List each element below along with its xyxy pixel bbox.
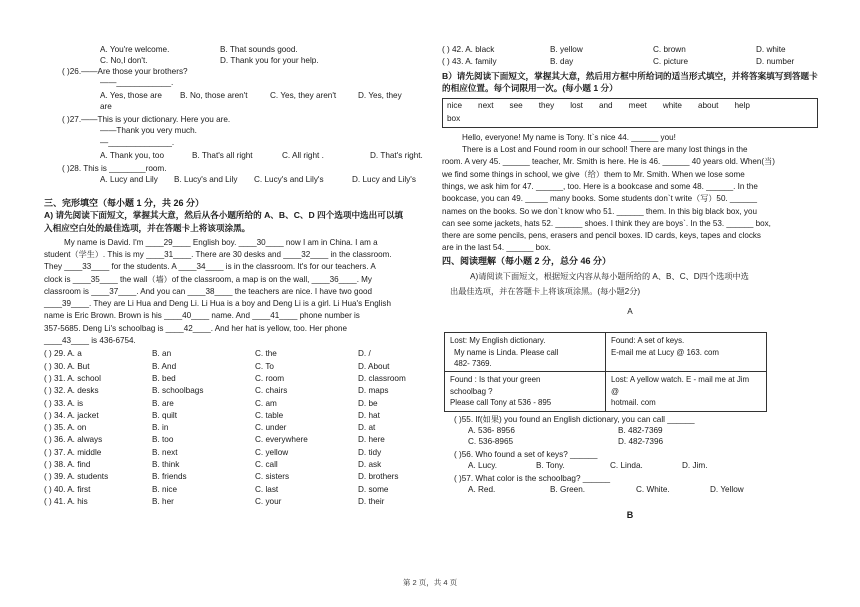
passage-line: there are some pencils, pens, erasers and pencil boxes. ID cards, keys, tapes and clocks (442, 231, 761, 241)
word-box-item: nice (447, 101, 463, 111)
q27-option-d: D. That's right. (370, 150, 423, 160)
notice-found-keys: Found: A set of keys. E-mail me at Lucy @ 163. com (606, 333, 767, 372)
cloze-option-c: C. everywhere (255, 435, 308, 445)
q57-option-b: B. Green. (550, 485, 586, 495)
cloze-option-d: D. classroom (358, 373, 406, 383)
passage-line: things, we ask him for 47. ______, too. Here is a bookcase and some 48. ______. In the (442, 181, 758, 191)
word-box-item: box (447, 114, 461, 124)
cloze-option-q: ( ) 30. A. But (44, 361, 90, 371)
section4-intro-line1: A)请阅读下面短文，根据短文内容从每小题所给的 A、B、C、D四个选项中选 (470, 271, 749, 281)
passage-line: bookcase, you can 49. _____ many books. Some students don`t write（写）50. ______ (442, 194, 757, 204)
cloze-option-b: B. think (152, 460, 180, 470)
cloze-option-b: B. next (152, 447, 178, 457)
q28-option-b: B. Lucy's and Lily (174, 174, 238, 184)
page-footer: 第 2 页，共 4 页 (402, 578, 458, 587)
cloze-option-b: B. quilt (152, 410, 178, 420)
q26-options (44, 90, 410, 101)
q26-option-wrap: are (100, 102, 112, 112)
cloze-option-q: ( ) 41. A. his (44, 496, 88, 506)
passage-line: clock is ____35____ the wall（墙）of the classroom, a map is on the wall, ____36____. My (44, 274, 372, 284)
notice-lost-dictionary: Lost: My English dictionary. My name is Linda. Please call 482- 7369. (445, 333, 606, 372)
cloze-option-d: D. brothers (358, 472, 399, 482)
q56-option-c: C. Linda. (610, 461, 643, 471)
cloze-option-b: B. day (550, 57, 574, 67)
cloze-option-row (44, 484, 410, 496)
cloze-option-c: C. last (255, 484, 279, 494)
q55-options-row2 (442, 436, 818, 447)
passage-line: classroom is ____37____. And you can ____38____ the teachers are nice. I have two good (44, 286, 373, 296)
word-box-item: and (598, 101, 613, 111)
passage-line: 357-5685. Deng Li's schoolbag is ____42____. And her hat is yellow, too. Her phone (44, 323, 348, 333)
q57-option-d: D. Yellow (710, 485, 744, 495)
table-row (445, 333, 767, 372)
cloze-option-row (44, 410, 410, 422)
passage-line: Hello, everyone! My name is Tony. It`s nice 44. ______ you! (462, 132, 676, 142)
cloze-option-d: D. ask (358, 460, 382, 470)
q55-option-b: B. 482-7369 (618, 425, 663, 435)
cloze-option-q: ( ) 34. A. jacket (44, 410, 99, 420)
word-box-item: next (478, 101, 494, 111)
q26-stem: ( )26.——Are those your brothers? (62, 67, 188, 77)
q55-option-c: C. 536-8965 (468, 436, 514, 446)
cloze-option-q: ( ) 32. A. desks (44, 386, 99, 396)
cloze-option-d: D. hat (358, 410, 380, 420)
cloze-option-q: ( ) 36. A. always (44, 435, 103, 445)
cloze-option-d: D. number (756, 57, 795, 67)
q26-reply: ——____________. (100, 78, 174, 88)
cloze-option-d: D. / (358, 349, 371, 359)
cloze-option-q: ( ) 42. A. black (442, 45, 495, 54)
passage-a-label: A (627, 307, 633, 317)
cloze-passage (44, 237, 410, 348)
fill-passage (442, 132, 818, 255)
cloze-options-list (44, 348, 410, 508)
cloze-option-c: C. am (255, 398, 277, 408)
q25-option-b: B. That sounds good. (220, 45, 298, 54)
cloze-option-c: C. picture (653, 57, 689, 67)
passage-line: are in the last 54. ______ box. (442, 243, 551, 253)
cloze-option-b: B. bed (152, 373, 176, 383)
q25-option-a: A. You're welcome. (100, 45, 170, 54)
word-box-item: about (697, 101, 719, 111)
cloze-option-q: ( ) 38. A. find (44, 460, 91, 470)
passage-line: There is a Lost and Found room in our school! There are many lost things in the (462, 145, 748, 155)
passage-line: we find some things in school, we give（给）them to Mr. Smith. When we lose some (442, 169, 745, 179)
word-box-item: meet (628, 101, 647, 111)
q26-option-c: C. Yes, they aren't (270, 91, 337, 101)
cloze-option-b: B. are (152, 398, 174, 408)
cloze-option-c: C. your (255, 496, 282, 506)
notice-found-schoolbag: Found : Is that your green schoolbag ? Please call Tony at 536 - 895 (445, 372, 606, 411)
q25-options-row1 (44, 44, 410, 55)
cloze-option-d: D. here (358, 435, 385, 445)
cloze-option-row (44, 434, 410, 446)
cloze-option-q: ( ) 31. A. school (44, 373, 101, 383)
cloze-option-b: B. friends (152, 472, 187, 482)
q56-stem: ( )56. Who found a set of keys? ______ (454, 449, 598, 459)
cloze-option-d: D. some (358, 484, 389, 494)
passage-line: My name is David. I'm ____29____ English boy. ____30____ now I am in China. I am a (64, 237, 378, 247)
q26-option-a: A. Yes, those are (100, 91, 162, 101)
cloze-option-b: B. And (152, 361, 177, 371)
q28-option-a: A. Lucy and Lily (100, 174, 158, 184)
cloze-option-q: ( ) 40. A. first (44, 484, 91, 494)
cloze-option-c: C. chairs (255, 386, 288, 396)
word-box-item: they (538, 101, 555, 111)
cloze-option-q: ( ) 43. A. family (442, 57, 497, 67)
word-box-item: white (662, 101, 682, 111)
word-box-item: help (734, 101, 750, 111)
cloze-option-b: B. nice (152, 484, 178, 494)
q26-option-b: B. No, those aren't (180, 91, 248, 101)
q57-stem: ( )57. What color is the schoolbag? ______ (454, 474, 611, 484)
q55-options-row1 (442, 425, 818, 436)
cloze-option-row (442, 56, 818, 68)
cloze-option-d: D. About (358, 361, 390, 371)
cloze-option-c: C. the (255, 349, 277, 359)
q27-stem: ( )27.——This is your dictionary. Here you are. (62, 115, 231, 125)
q25-option-c: C. No,I don't. (100, 56, 148, 66)
cloze-option-row (44, 348, 410, 360)
word-box-item: see (509, 101, 523, 111)
passage-line: can see some jackets, hats 52. ______ shoes. I think they are boys`. In the 53. ______ box, (442, 218, 771, 228)
cloze-option-c: C. table (255, 410, 284, 420)
passage-b-label: B (626, 510, 634, 521)
cloze-option-b: B. in (152, 423, 169, 433)
cloze-option-b: B. too (152, 435, 174, 445)
cloze-option-c: C. To (255, 361, 274, 371)
section4-title: 四、阅读理解（每小题 2 分，总分 46 分） (442, 255, 612, 266)
cloze-option-d: D. maps (358, 386, 389, 396)
cloze-option-q: ( ) 39. A. students (44, 472, 109, 482)
cloze-option-c: C. yellow (255, 447, 289, 457)
cloze-option-q: ( ) 35. A. on (44, 423, 87, 433)
notice-lost-watch: Lost: A yellow watch. E - mail me at Jim @ hotmail. com (606, 372, 767, 411)
passage-line: room. A very 45. ______ teacher, Mr. Smith is here. He is 46. ______ 40 years old. When(当) (442, 157, 775, 167)
cloze-option-b: B. yellow (550, 45, 583, 54)
cloze-option-d: D. at (358, 423, 376, 433)
cloze-option-d: D. their (358, 496, 385, 506)
cloze-option-d: D. white (756, 45, 786, 54)
q27-option-c: C. All right . (282, 150, 324, 160)
q28-stem: ( )28. This is ________room. (62, 163, 167, 173)
cloze-option-d: D. be (358, 398, 378, 408)
cloze-options-list-continued (442, 44, 818, 69)
right-column (442, 44, 818, 521)
cloze-option-row (442, 44, 818, 56)
q56-option-d: D. Jim. (682, 461, 708, 471)
q57-option-c: C. White. (636, 485, 670, 495)
cloze-option-row (44, 447, 410, 459)
q27-options (44, 150, 423, 161)
q57-option-a: A. Red. (468, 485, 496, 495)
q55-option-d: D. 482-7396 (618, 436, 664, 446)
q27-option-a: A. Thank you, too (100, 150, 165, 160)
cloze-option-c: C. under (255, 423, 287, 433)
cloze-option-q: ( ) 29. A. a (44, 349, 82, 359)
q27-reply1: ——Thank you very much. (100, 126, 197, 136)
table-row (445, 372, 767, 411)
q55-option-a: A. 536- 8956 (468, 425, 515, 435)
cloze-option-q: ( ) 33. A. is (44, 398, 84, 408)
cloze-option-b: B. schoolbags (152, 386, 204, 396)
q28-option-c: C. Lucy's and Lily's (254, 174, 324, 184)
cloze-option-c: C. room (255, 373, 285, 383)
cloze-option-row (44, 361, 410, 373)
q28-options (44, 174, 416, 185)
section3-title: 三、完形填空（每小题 1 分，共 26 分） (44, 197, 205, 208)
cloze-option-row (44, 459, 410, 471)
passage-line: names on the books. So we don`t know who 51. ______ them. In this big black box, you (442, 206, 757, 216)
cloze-option-row (44, 398, 410, 410)
cloze-option-b: B. her (152, 496, 174, 506)
cloze-option-row (44, 496, 410, 508)
passage-line: student（学生）. This is my ____31____. There are 30 desks and ____32____ in the classroom. (44, 249, 392, 259)
cloze-option-row (44, 471, 410, 483)
passage-line: They ____33____ for the students. A ____34____ is in the classroom. It's for our teachers. A (44, 262, 376, 272)
q25-options-row2 (44, 55, 410, 66)
q27-reply2: —______________. (100, 137, 175, 147)
q27-option-b: B. That's all right (192, 150, 253, 160)
q55-stem: ( )55. If(如果) you found an English dictionary, you can call ______ (454, 414, 695, 424)
cloze-option-row (44, 422, 410, 434)
q56-options (442, 460, 818, 471)
passage-line: ____43____ is 436-6754. (44, 336, 136, 346)
cloze-option-c: C. sisters (255, 472, 290, 482)
left-column (44, 44, 423, 508)
cloze-option-row (44, 373, 410, 385)
cloze-option-q: ( ) 37. A. middle (44, 447, 102, 457)
section4-intro-line2: 出最佳选项，并在答题卡上将该项涂黑。(每小题2分) (450, 286, 641, 296)
section3a-title: A) 请先阅读下面短文，掌握其大意，然后从各小题所给的 A、B、C、D 四个选项中选出可以填入相应空白处的最佳选项，并在答题卡上将该项涂黑。 (44, 209, 404, 233)
passage-line: ____39____. They are Li Hua and Deng Li. Li Hua is a boy and Deng Li is a girl. Li Hua's English (44, 299, 391, 309)
q56-option-a: A. Lucy. (468, 461, 497, 471)
cloze-option-c: C. brown (653, 45, 686, 54)
q26-option-d: D. Yes, they (358, 91, 402, 101)
q56-option-b: B. Tony. (536, 461, 565, 471)
cloze-option-c: C. call (255, 460, 278, 470)
cloze-option-b: B. an (152, 349, 172, 359)
passage-line: name is Eric Brown. Brown is his ____40____ name. And ____41____ phone number is (44, 311, 360, 321)
word-box (442, 98, 818, 127)
cloze-option-d: D. tidy (358, 447, 382, 457)
notices-table (444, 332, 767, 412)
sectionB-title: B）请先阅读下面短文，掌握其大意，然后用方框中所给词的适当形式填空，并将答案填写到答题卡的相应位置。每个词限用一次。(每小题 1 分） (442, 70, 818, 94)
word-box-item: lost (570, 101, 583, 111)
q28-option-d: D. Lucy and Lily's (352, 174, 416, 184)
cloze-option-row (44, 385, 410, 397)
q57-options (442, 484, 818, 495)
q25-option-d: D. Thank you for your help. (220, 56, 319, 66)
